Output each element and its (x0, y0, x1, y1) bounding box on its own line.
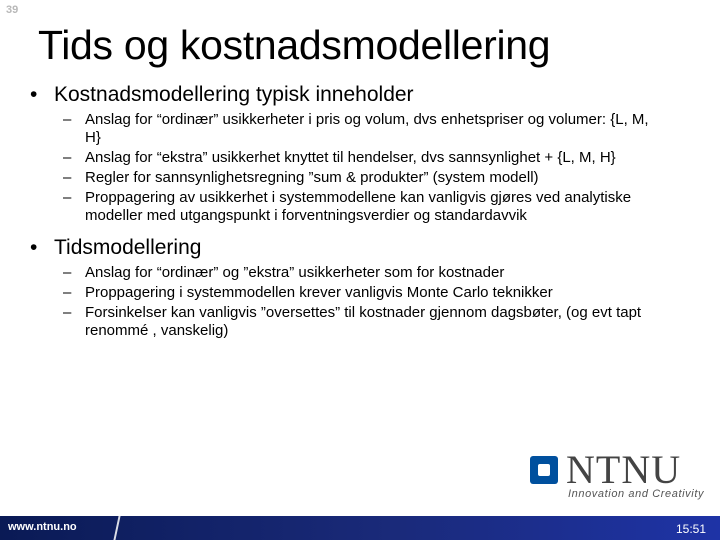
sub-bullet (28, 264, 668, 282)
footer-url-link[interactable]: www.ntnu.no (8, 521, 77, 533)
bullet-dot: • (30, 236, 38, 259)
sub-bullet (28, 189, 668, 225)
sub-bullet-list (28, 111, 668, 225)
sub-bullet-list (28, 264, 668, 340)
bullet-heading (28, 82, 668, 108)
dash-marker: – (63, 111, 72, 128)
slide-number: 39 (6, 4, 19, 16)
slide-title: Tids og kostnadsmodellering (38, 22, 551, 68)
ntnu-logo-mark-icon (530, 456, 558, 484)
sub-bullet-text: Proppagering av usikkerhet i systemmodellene kan vanligvis gjøres ved analytiske modeller med utgangspunkt i forventningsverdier og standardavvik (85, 189, 632, 224)
bullet-heading-text: Kostnadsmodellering typisk inneholder (54, 83, 414, 106)
footer-bar (0, 516, 720, 540)
sub-bullet-text: Proppagering i systemmodellen krever vanligvis Monte Carlo teknikker (85, 284, 553, 301)
sub-bullet (28, 304, 668, 340)
footer-divider-icon (113, 516, 120, 540)
dash-marker: – (63, 264, 72, 281)
dash-marker: – (63, 284, 72, 301)
dash-marker: – (63, 304, 72, 321)
bullet-heading (28, 235, 668, 261)
ntnu-logo-text: NTNU (566, 447, 682, 492)
bullet-section (28, 235, 668, 340)
footer-time: 15:51 (675, 522, 706, 536)
dash-marker: – (63, 189, 72, 206)
dash-marker: – (63, 149, 72, 166)
sub-bullet (28, 169, 668, 187)
sub-bullet (28, 149, 668, 167)
bullet-section (28, 82, 668, 225)
sub-bullet-text: Anslag for “ordinær” usikkerheter i pris og volum, dvs enhetspriser og volumer: {L, M, H} (85, 111, 649, 146)
bullet-heading-text: Tidsmodellering (54, 236, 202, 259)
dash-marker: – (63, 169, 72, 186)
sub-bullet-text: Anslag for “ekstra” usikkerhet knyttet til hendelser, dvs sannsynlighet + {L, M, H} (85, 149, 616, 166)
slide-content (28, 82, 668, 350)
ntnu-logo (530, 447, 710, 504)
sub-bullet (28, 111, 668, 147)
sub-bullet-text: Anslag for “ordinær” og ”ekstra” usikkerheter som for kostnader (85, 264, 505, 281)
ntnu-logo-tagline: Innovation and Creativity (568, 488, 705, 500)
sub-bullet-text: Regler for sannsynlighetsregning ”sum & produkter” (system modell) (85, 169, 539, 186)
bullet-dot: • (30, 83, 38, 106)
sub-bullet-text: Forsinkelser kan vanligvis ”oversettes” til kostnader gjennom dagsbøter, (og evt tapt renommé , vanskelig) (85, 304, 642, 339)
sub-bullet (28, 284, 668, 302)
